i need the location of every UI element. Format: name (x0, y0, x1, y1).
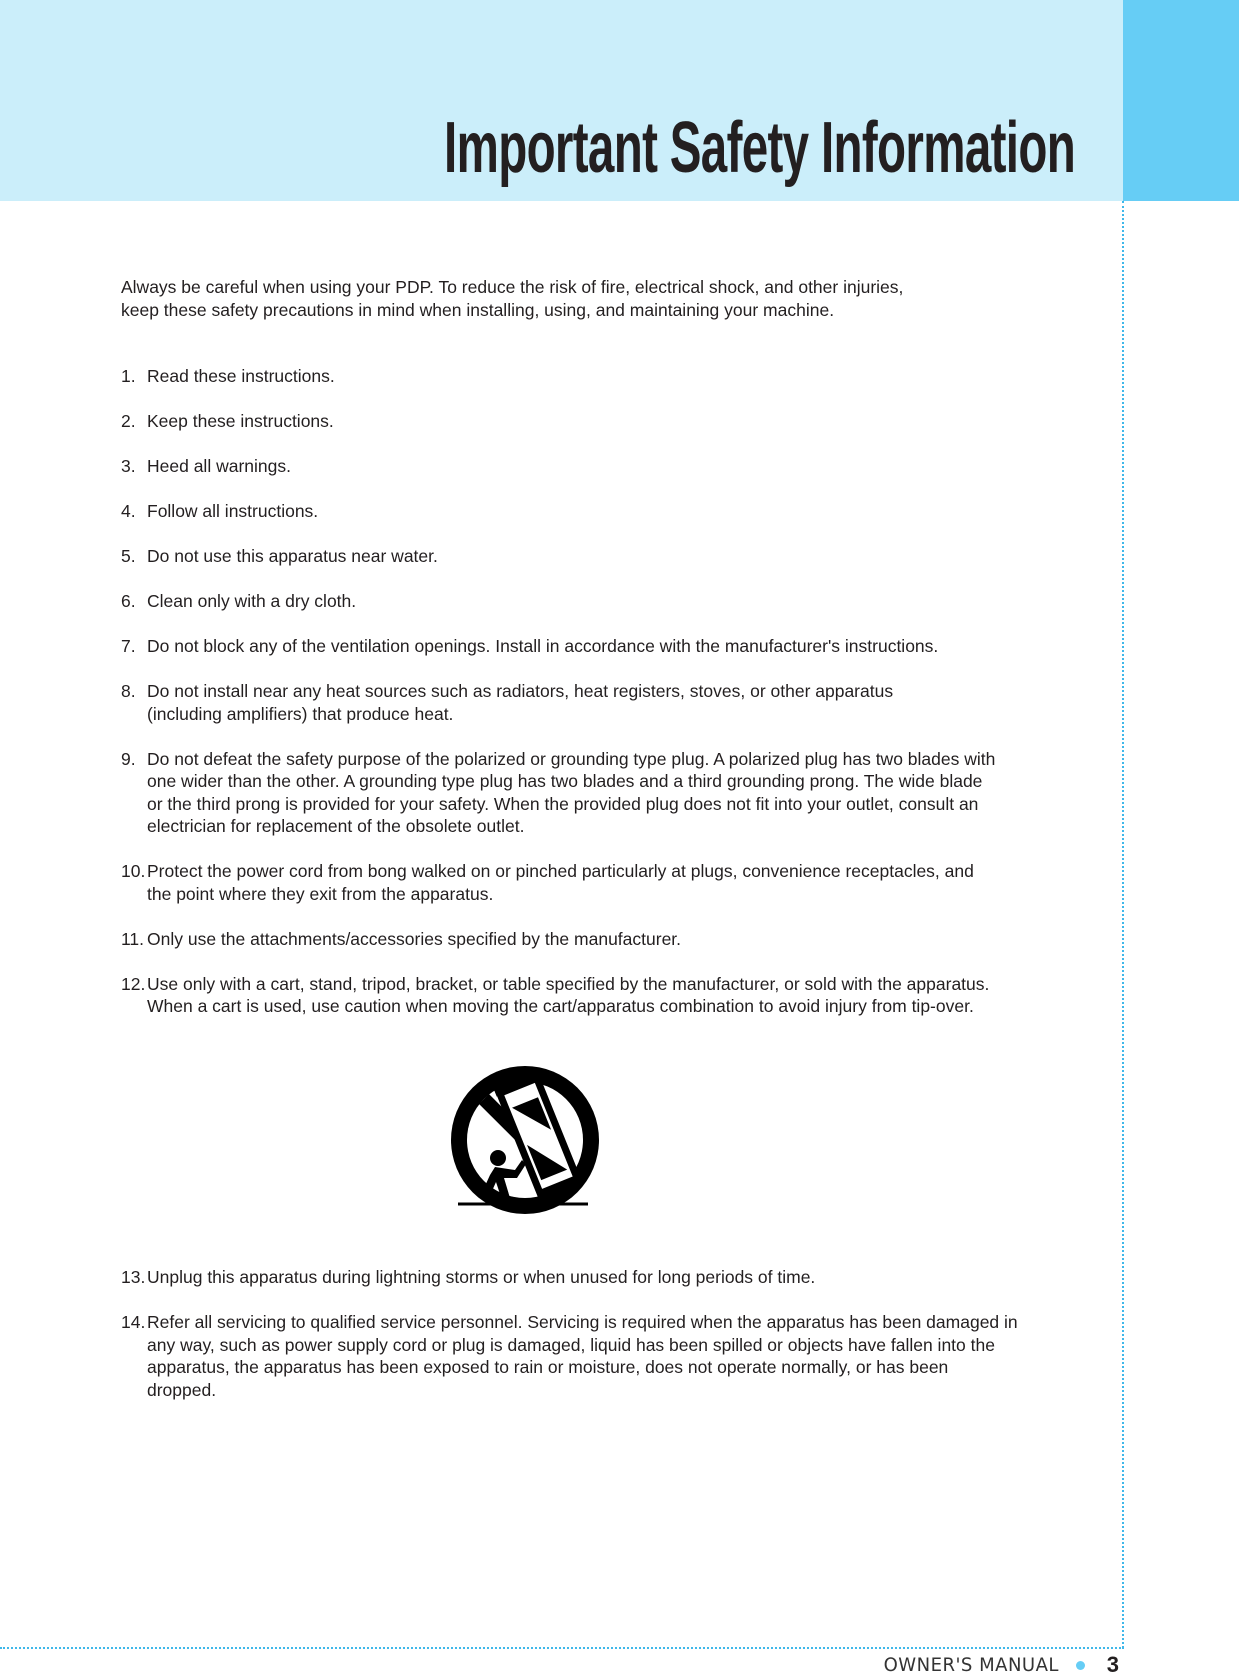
item-number: 3. (121, 456, 136, 476)
item-text (147, 635, 938, 658)
item-number: 7. (121, 636, 136, 656)
item-text (147, 748, 995, 838)
list-item (121, 410, 1021, 433)
item-line: Unplug this apparatus during lightning storms or when unused for long periods of time. (147, 1267, 816, 1287)
list-item (121, 455, 1021, 478)
item-line: Only use the attachments/accessories specified by the manufacturer. (147, 928, 682, 949)
item-number: 1. (121, 366, 136, 386)
item-line: (including amplifiers) that produce heat. (147, 703, 454, 724)
item-line: one wider than the other. A grounding type plug has two blades and a third grounding prong. The wide blade (147, 771, 983, 791)
item-line: Use only with a cart, stand, tripod, bracket, or table specified by the manufacturer, or sold with the apparatus. (147, 973, 990, 994)
item-number: 6. (121, 591, 136, 611)
item-line: Clean only with a dry cloth. (147, 591, 357, 611)
item-text (147, 680, 893, 725)
item-line: Keep these instructions. (147, 411, 334, 431)
list-item (121, 680, 1021, 725)
cart-tip-over-warning-icon (440, 1060, 610, 1230)
bullet-dot-icon (1076, 1661, 1085, 1670)
item-line: electrician for replacement of the obsolete outlet. (147, 816, 525, 836)
item-number: 9. (121, 748, 136, 769)
item-number: 10. (121, 861, 146, 881)
item-line: the point where they exit from the apparatus. (147, 883, 494, 904)
item-line: Do not defeat the safety purpose of the polarized or grounding type plug. A polarized plug has two blades with (147, 748, 996, 769)
item-line: apparatus, the apparatus has been exposed to rain or moisture, does not operate normally, or has been dropped. (147, 1357, 949, 1400)
list-item (121, 545, 1021, 568)
footer-divider (0, 1647, 1124, 1649)
item-number: 8. (121, 681, 136, 701)
header-tab (1123, 0, 1239, 201)
item-number: 14. (121, 1312, 146, 1332)
item-number: 2. (121, 411, 136, 431)
item-number: 12. (121, 973, 146, 994)
item-text (147, 590, 356, 613)
footer-label: OWNER'S MANUAL (883, 1654, 1060, 1676)
page-title: Important Safety Information (443, 108, 1075, 188)
item-number: 13. (121, 1267, 146, 1287)
list-item (121, 973, 1021, 1018)
list-item (121, 1266, 1021, 1289)
list-item (121, 635, 1021, 658)
item-line: or the third prong is provided for your safety. When the provided plug does not fit into your outlet, consult an (147, 793, 979, 814)
item-text (147, 455, 291, 478)
item-text (147, 545, 438, 568)
item-number: 5. (121, 546, 136, 566)
list-item (121, 1311, 1021, 1401)
list-item (121, 748, 1021, 838)
list-item (121, 365, 1021, 388)
item-line: Do not use this apparatus near water. (147, 546, 438, 566)
safety-list (121, 365, 1021, 1040)
item-number: 11. (121, 928, 145, 949)
margin-divider (1122, 201, 1124, 1648)
list-item (121, 928, 1021, 951)
intro-line: keep these safety precautions in mind when installing, using, and maintaining your machine. (121, 299, 835, 320)
item-text (147, 410, 334, 433)
item-number: 4. (121, 501, 136, 521)
list-item (121, 590, 1021, 613)
item-text (147, 1311, 1021, 1401)
item-line: Heed all warnings. (147, 456, 291, 476)
item-text (147, 365, 335, 388)
page-footer (879, 1652, 1119, 1678)
item-text (147, 1266, 815, 1289)
intro-paragraph (121, 276, 1021, 321)
list-item (121, 500, 1021, 523)
item-line: Refer all servicing to qualified service personnel. Servicing is required when the apparatus has been damaged in (147, 1312, 1018, 1332)
item-line: Follow all instructions. (147, 501, 319, 521)
item-line: Read these instructions. (147, 366, 335, 386)
item-line: Do not block any of the ventilation openings. Install in accordance with the manufacturer's instructions. (147, 636, 939, 656)
item-text (147, 928, 681, 951)
page-number: 3 (1106, 1652, 1119, 1677)
item-text (147, 973, 989, 1018)
safety-list-continued (121, 1266, 1021, 1424)
item-line: When a cart is used, use caution when moving the cart/apparatus combination to avoid injury from tip-over. (147, 996, 974, 1016)
intro-line: Always be careful when using your PDP. To reduce the risk of fire, electrical shock, and other injuries, (121, 277, 904, 297)
item-line: Protect the power cord from bong walked on or pinched particularly at plugs, convenience receptacles, and (147, 861, 974, 881)
list-item (121, 860, 1021, 905)
item-text (147, 860, 974, 905)
item-text (147, 500, 318, 523)
item-line: any way, such as power supply cord or plug is damaged, liquid has been spilled or objects have fallen into the (147, 1334, 995, 1355)
item-line: Do not install near any heat sources such as radiators, heat registers, stoves, or other apparatus (147, 681, 894, 701)
